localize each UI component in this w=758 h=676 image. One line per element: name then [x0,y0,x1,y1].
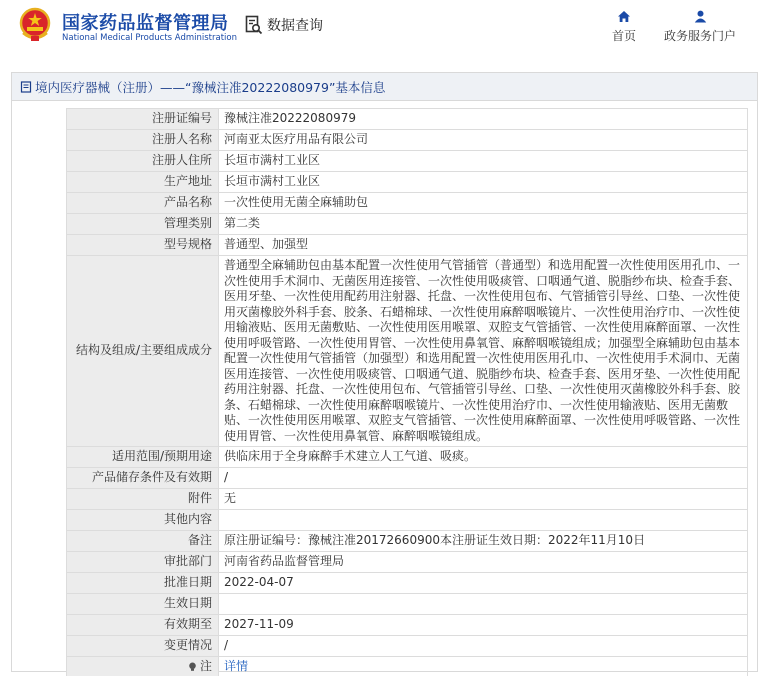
field-label: 注册人住所 [67,151,219,172]
note-label-cell [67,657,219,676]
detail-link[interactable]: 详情 [224,659,249,674]
field-value: 长垣市满村工业区 [219,151,748,172]
field-value: 豫械注准20222080979 [219,109,748,130]
field-label: 变更情况 [67,636,219,657]
data-query-link[interactable] [245,15,323,35]
field-label: 型号规格 [67,235,219,256]
table-row [67,214,748,235]
field-value: 一次性使用无菌全麻辅助包 [219,193,748,214]
field-value: 河南省药品监督管理局 [219,552,748,573]
breadcrumb-text: 境内医疗器械（注册）——“豫械注准20222080979”基本信息 [35,79,386,95]
field-value: 无 [219,489,748,510]
table-row [67,130,748,151]
field-label: 适用范围/预期用途 [67,447,219,468]
table-row [67,235,748,256]
field-value: 2022-04-07 [219,573,748,594]
nav-home[interactable] [608,10,640,44]
table-row [67,552,748,573]
table-row [67,594,748,615]
field-label: 产品名称 [67,193,219,214]
field-value: / [219,468,748,489]
field-label: 附件 [67,489,219,510]
national-emblem-icon [19,7,51,42]
info-table [66,108,748,676]
field-label: 审批部门 [67,552,219,573]
table-row [67,447,748,468]
field-label: 结构及组成/主要组成成分 [67,256,219,447]
field-value: 河南亚太医疗用品有限公司 [219,130,748,151]
field-value: 供临床用于全身麻醉手术建立人工气道、吸痰。 [219,447,748,468]
search-doc-icon [245,15,263,35]
nav-gov-portal[interactable] [660,10,740,44]
field-value: 长垣市满村工业区 [219,172,748,193]
user-icon [694,10,707,23]
home-icon [617,10,631,23]
field-label: 批准日期 [67,573,219,594]
table-row [67,172,748,193]
bulb-icon [188,662,197,671]
field-value: 普通型全麻辅助包由基本配置一次性使用气管插管（普通型）和选用配置一次性使用医用孔巾、一次性使用手术洞巾、无菌医用连接管、一次性使用吸痰管、口咽通气道、脱脂纱布块、检查手套、医用牙垫、一次性使用配药用注射器、托盘、一次性使用包布、气管插管引导丝、口垫、一次性使用灭菌橡胶外科手套、胶条、石蜡棉球、一次性使用麻醉咽喉镜片、一次性使用治疗巾、一次性使用输液贴、医用无菌敷贴、一次性使用医用喉罩、双腔支气管插管、一次性使用麻醉面罩、一次性使用呼吸管路、一次性使用胃管、一次性使用鼻氧管、麻醉咽喉镜组成；加强型全麻辅助包由基本配置一次性使用气管插管（加强型）和选用配置一次性使用医用孔巾、一次性使用手术洞巾、无菌医用连接管、一次性使用吸痰管、口咽通气道、脱脂纱布块、检查手套、医用牙垫、一次性使用配药用注射器、托盘、一次性使用包布、气管插管引导丝、口垫、一次性使用灭菌橡胶外科手套、胶条、石蜡棉球、一次性使用麻醉咽喉镜片、一次性使用治疗巾、一次性使用输液贴、医用无菌敷贴、一次性使用医用喉罩、双腔支气管插管、一次性使用麻醉面罩、一次性使用呼吸管路、一次性使用胃管、一次性使用鼻氧管、麻醉咽喉镜组成。 [219,256,748,447]
document-icon [20,81,32,93]
field-label: 其他内容 [67,510,219,531]
field-value [219,594,748,615]
site-name-cn[interactable]: 国家药品监督管理局 [62,13,229,34]
top-header [0,0,758,58]
field-value: 第二类 [219,214,748,235]
table-row [67,489,748,510]
breadcrumb [12,73,757,101]
field-value: 原注册证编号：豫械注准20172660900本注册证生效日期：2022年11月10日 [219,531,748,552]
field-value [219,510,748,531]
table-row [67,636,748,657]
field-value: 2027-11-09 [219,615,748,636]
field-label: 生效日期 [67,594,219,615]
field-label: 管理类别 [67,214,219,235]
table-row [67,615,748,636]
table-row [67,109,748,130]
nav-gov-label: 政务服务门户 [663,29,736,43]
note-row [67,657,748,676]
field-label: 注册证编号 [67,109,219,130]
field-value: 普通型、加强型 [219,235,748,256]
field-label: 生产地址 [67,172,219,193]
field-label: 有效期至 [67,615,219,636]
table-row [67,531,748,552]
table-row [67,573,748,594]
field-label: 产品储存条件及有效期 [67,468,219,489]
note-label: 注 [199,659,212,674]
field-label: 备注 [67,531,219,552]
field-label: 注册人名称 [67,130,219,151]
field-value: / [219,636,748,657]
table-row [67,193,748,214]
nav-home-label: 首页 [611,29,636,43]
table-row [67,256,748,447]
site-name-en[interactable]: National Medical Products Administration [62,33,237,43]
table-row [67,468,748,489]
table-row [67,151,748,172]
table-row [67,510,748,531]
data-query-label: 数据查询 [267,18,323,34]
